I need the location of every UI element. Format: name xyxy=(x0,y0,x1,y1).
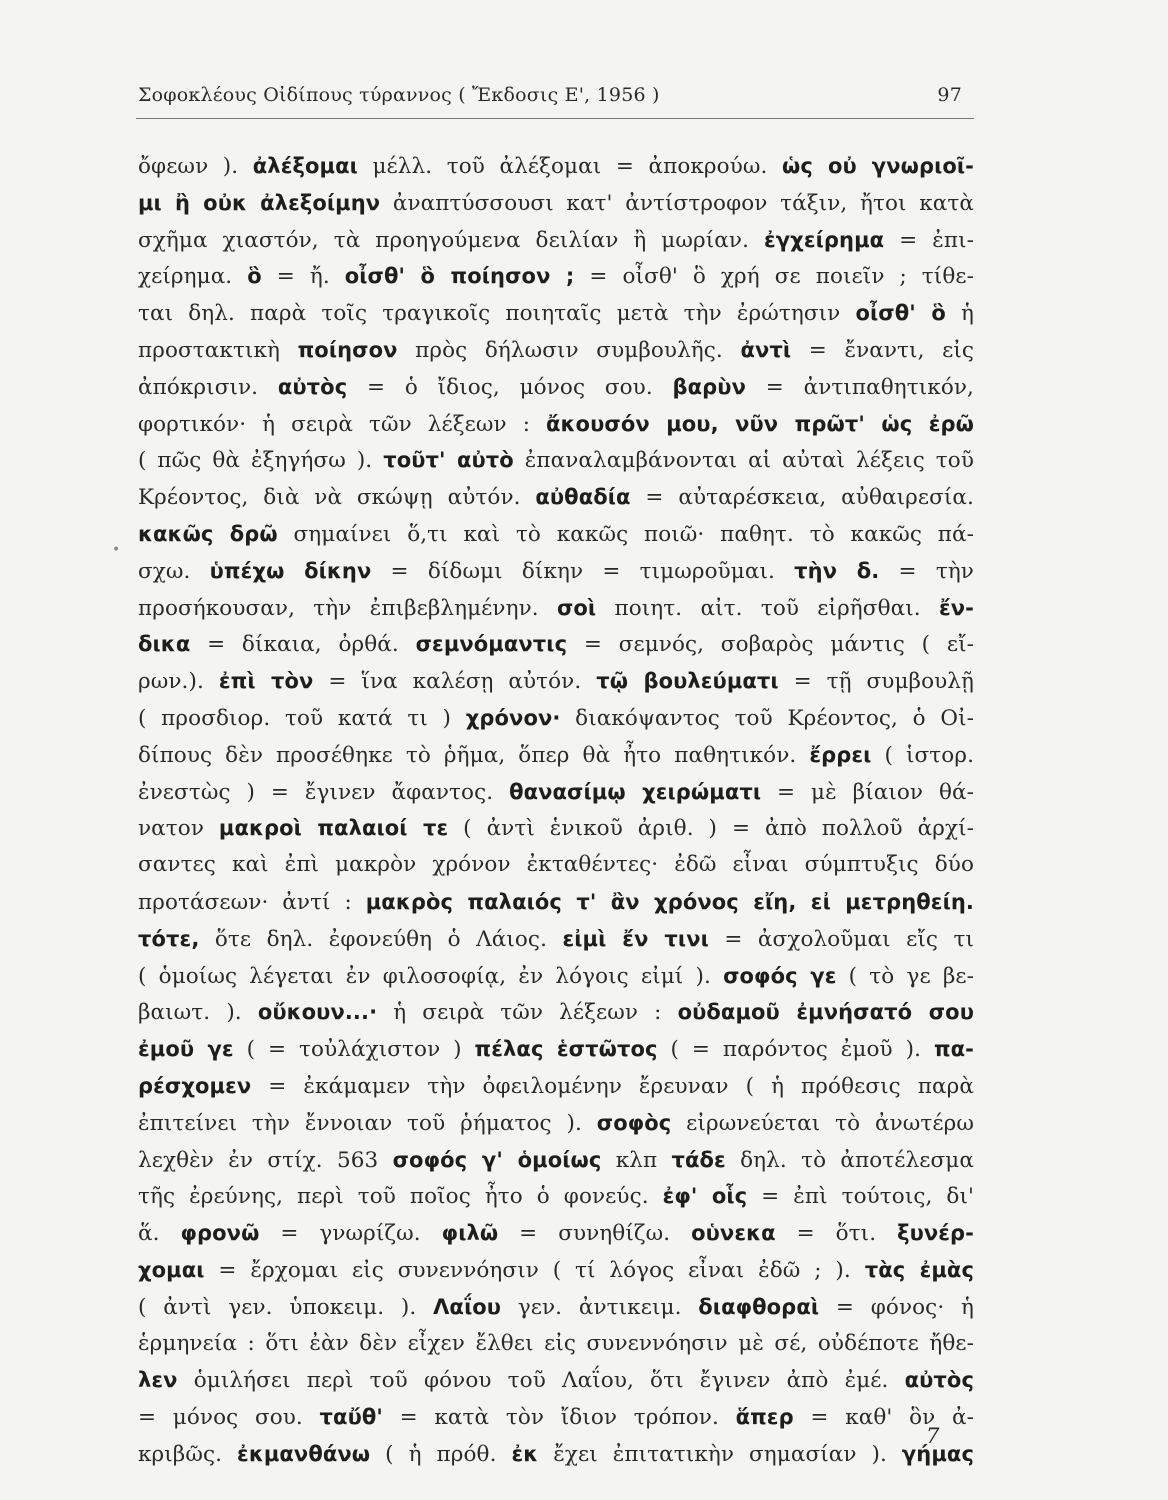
text-line xyxy=(138,1142,974,1179)
gloss-text: = ἔρχομαι εἰς συνεννόησιν ( τί λόγος εἶναι ἐδῶ ; ). xyxy=(204,1257,865,1283)
gloss-text: ( = τοὐλάχιστον ) xyxy=(233,1037,475,1063)
gloss-text: = ἐπι- xyxy=(884,227,974,253)
lemma-term: ἐπὶ τὸν xyxy=(218,669,314,694)
gloss-text: = ἐπὶ τούτοις, δι' xyxy=(747,1184,974,1210)
text-line xyxy=(138,1178,974,1215)
lemma-term: θανασίμῳ χειρώματι xyxy=(509,779,762,804)
lemma-term: Λαΐου xyxy=(433,1294,502,1319)
lemma-term: αὐτὸς xyxy=(277,374,348,399)
lemma-term: ἐγχείρημα xyxy=(763,227,885,252)
gloss-text: Κρέοντος, διὰ νὰ σκώψῃ αὐτόν. xyxy=(138,485,536,511)
lemma-term: ἐκμανθάνω xyxy=(237,1441,371,1466)
lemma-term: μακροὶ παλαιοί τε xyxy=(218,816,449,841)
lemma-term: ἀντὶ xyxy=(740,337,792,362)
lemma-term: ποίησον xyxy=(297,337,398,362)
lemma-term: διαφθοραὶ xyxy=(698,1294,820,1319)
lemma-term: ἔν- xyxy=(938,595,974,620)
gloss-text: κριβῶς. xyxy=(138,1441,238,1467)
gloss-text: ( ἡ πρόθ. xyxy=(370,1441,512,1467)
lemma-term: πέλας ἑστῶτος xyxy=(474,1037,658,1062)
text-line xyxy=(138,222,974,259)
margin-mark: • xyxy=(112,542,121,558)
gloss-text: ( ὁμοίως λέγεται ἐν φιλοσοφίᾳ, ἐν λόγοις εἰμί ). xyxy=(138,963,724,989)
lemma-term: ξυνέρ- xyxy=(897,1221,974,1246)
gloss-text: = ὅτι. xyxy=(775,1221,898,1247)
text-line xyxy=(138,553,974,590)
gloss-text: διακόψαντος τοῦ Κρέοντος, ὁ Οἰ- xyxy=(560,705,974,731)
text-line xyxy=(138,994,974,1031)
gloss-text: ἐνεστὼς ) = ἔγινεν ἄφαντος. xyxy=(138,779,510,805)
gloss-text: γεν. ἀντικειμ. xyxy=(501,1294,699,1320)
lemma-term: σοφὸς xyxy=(596,1110,672,1135)
lemma-term: ἐκ xyxy=(511,1441,539,1466)
lemma-term: ὡς οὐ γνωριοῖ- xyxy=(782,154,974,178)
gloss-text: ρων.). xyxy=(138,669,219,695)
lemma-term: εἰμὶ ἔν τινι xyxy=(562,926,709,951)
text-line xyxy=(138,921,974,958)
gloss-text: = οἶσθ' ὃ χρή σε ποιεῖν ; τίθε- xyxy=(574,264,974,290)
lemma-term: ἐφ' οἷς xyxy=(662,1184,748,1209)
gloss-text: = τὴν xyxy=(879,558,974,584)
gloss-text: προσήκουσαν, τὴν ἐπιβεβλημένην. xyxy=(138,595,557,621)
gloss-text: = συνηθίζω. xyxy=(498,1221,692,1247)
lemma-term: φρονῶ xyxy=(180,1221,260,1246)
lemma-term: σοὶ xyxy=(556,595,597,620)
gloss-text: ( ἀντὶ ἑνικοῦ ἀριθ. ) = ἀπὸ πολλοῦ ἀρχί- xyxy=(448,816,975,842)
lemma-term: σεμνόμαντις xyxy=(415,632,568,657)
lemma-term: αὐθαδία xyxy=(535,485,631,510)
gloss-text: πρὸς δήλωσιν συμβουλῆς. xyxy=(397,337,741,363)
lemma-term: ἀλέξομαι xyxy=(252,154,358,178)
gloss-text: ται δηλ. παρὰ τοῖς τραγικοῖς ποιηταῖς μετὰ τὴν ἐρώτησιν xyxy=(138,301,856,327)
gloss-text: ἀπόκρισιν. xyxy=(138,374,278,400)
text-line xyxy=(138,479,974,516)
gloss-text: = ἔναντι, εἰς xyxy=(791,337,974,363)
lemma-term: αὐτὸς xyxy=(904,1368,974,1393)
gloss-text: ἔχει ἐπιτατικὴν σημασίαν ). xyxy=(538,1441,902,1467)
header-title: Σοφοκλέους Οἰδίπους τύραννος ( Ἔκδοσις Ε', 1956 ) xyxy=(138,84,660,106)
text-line xyxy=(138,406,974,443)
lemma-term: τῷ βουλεύματι xyxy=(596,669,779,694)
lemma-term: πα- xyxy=(933,1037,974,1062)
lemma-term: ὃ xyxy=(247,264,262,289)
text-line xyxy=(138,1326,974,1363)
lemma-term: ρέσχομεν xyxy=(138,1073,252,1098)
text-line xyxy=(138,185,974,222)
gloss-text: = ἀσχολοῦμαι εἴς τι xyxy=(708,926,974,952)
gloss-text: τῆς ἐρεύνης, περὶ τοῦ ποῖος ἦτο ὁ φονεύς. xyxy=(138,1184,663,1210)
gloss-text: χείρημα. xyxy=(138,264,248,290)
lemma-term: τάδε xyxy=(671,1147,726,1172)
gloss-text: φορτικόν· ἡ σειρὰ τῶν λέξεων : xyxy=(138,411,547,437)
gloss-text: λεχθὲν ἐν στίχ. 563 xyxy=(138,1147,393,1173)
lemma-term: οὑνεκα xyxy=(691,1221,776,1246)
text-line xyxy=(138,810,974,847)
gloss-text: ( τὸ γε βε- xyxy=(836,963,974,989)
gloss-text: = δίκαια, ὀρθά. xyxy=(190,632,416,658)
commentary-text xyxy=(138,148,974,1473)
text-line xyxy=(138,258,974,295)
gloss-text: ( ἱστορ. xyxy=(871,742,975,768)
gloss-text: ποιητ. αἰτ. τοῦ εἰρῆσθαι. xyxy=(596,595,939,621)
gloss-text: ἡ σειρὰ τῶν λέξεων : xyxy=(377,1000,678,1026)
lemma-term: οὔκουν...· xyxy=(257,1000,378,1025)
text-line xyxy=(138,148,974,185)
gloss-text: σαντες καὶ ἐπὶ μακρὸν χρόνον ἐκταθέντες· ἐδῶ εἶναι σύμπτυξις δύο xyxy=(138,852,974,878)
text-line xyxy=(138,884,974,921)
text-line xyxy=(138,1399,974,1436)
running-header xyxy=(138,84,968,114)
lemma-term: κακῶς δρῶ xyxy=(138,521,278,546)
gloss-text: σχω. xyxy=(138,558,210,584)
text-line xyxy=(138,1362,974,1399)
gloss-text: ὁμιλήσει περὶ τοῦ φόνου τοῦ Λαΐου, ὅτι ἔγινεν ἀπὸ ἐμέ. xyxy=(177,1368,905,1394)
gloss-text: = ἵνα καλέσῃ αὐτόν. xyxy=(313,669,597,695)
text-line xyxy=(138,1289,974,1326)
lemma-term: λεν xyxy=(138,1368,178,1393)
text-line xyxy=(138,958,974,995)
gloss-text: σχῆμα χιαστόν, τὰ προηγούμενα δειλίαν ἢ μωρίαν. xyxy=(138,227,764,253)
gloss-text: = φόνος· ἡ xyxy=(819,1294,974,1320)
gloss-text: = γνωρίζω. xyxy=(259,1221,442,1247)
lemma-term: οἶσθ' ὃ xyxy=(855,301,946,326)
gloss-text: ( πῶς θὰ ἐξηγήσω ). xyxy=(138,448,384,474)
gloss-text: ἡ xyxy=(945,301,975,327)
text-line xyxy=(138,1105,974,1142)
gloss-text: δίπους δὲν προσέθηκε τὸ ῥῆμα, ὅπερ θὰ ἦτο παθητικόν. xyxy=(138,742,810,768)
text-line xyxy=(138,590,974,627)
lemma-term: τὰς ἐμὰς xyxy=(864,1257,974,1282)
lemma-term: τότε, xyxy=(138,926,200,951)
gloss-text: προστακτικὴ xyxy=(138,337,298,363)
lemma-term: τὴν δ. xyxy=(794,558,880,583)
gloss-text: προτάσεων· ἀντί : xyxy=(138,889,366,915)
gloss-text: = αὐταρέσκεια, αὐθαιρεσία. xyxy=(630,485,974,511)
lemma-term: τοῦτ' αὐτὸ xyxy=(383,448,514,473)
page-number: 97 xyxy=(937,84,962,106)
header-rule xyxy=(136,118,974,119)
gloss-text: = ἤ. xyxy=(261,264,345,290)
text-line xyxy=(138,847,974,884)
text-line xyxy=(138,774,974,811)
lemma-term: δικα xyxy=(138,632,191,657)
lemma-term: μι ἢ οὐκ ἀλεξοίμην xyxy=(138,190,381,215)
text-line xyxy=(138,1252,974,1289)
lemma-term: γήμας xyxy=(901,1441,974,1466)
lemma-term: σοφός γε xyxy=(723,963,837,988)
lemma-term: μακρὸς παλαιός τ' ἂν χρόνος εἴη, εἰ μετρηθείη. xyxy=(365,889,974,914)
lemma-term: χρόνον· xyxy=(465,705,561,730)
gloss-text: = καθ' ὃν ἀ- xyxy=(793,1405,974,1431)
gloss-text: κλπ xyxy=(601,1147,672,1173)
lemma-term: σοφός γ' ὁμοίως xyxy=(392,1147,602,1172)
gloss-text: = δίδωμι δίκην = τιμωροῦμαι. xyxy=(371,558,795,584)
gloss-text: σημαίνει ὅ,τι καὶ τὸ κακῶς ποιῶ· παθητ. τὸ κακῶς πά- xyxy=(277,521,974,547)
text-line xyxy=(138,295,974,332)
gloss-text: εἰρωνεύεται τὸ ἀνωτέρω xyxy=(671,1110,974,1136)
lemma-term: ὑπέχω δίκην xyxy=(209,558,372,583)
text-line xyxy=(138,442,974,479)
gloss-text: ἐπιτείνει τὴν ἔννοιαν τοῦ ῥήματος ). xyxy=(138,1110,597,1136)
lemma-term: ἔρρει xyxy=(809,742,872,767)
gloss-text: ἅ. xyxy=(138,1221,181,1247)
gloss-text: ( = παρόντος ἐμοῦ ). xyxy=(657,1037,934,1063)
lemma-term: ἄκουσόν μου, νῦν πρῶτ' ὡς ἐρῶ xyxy=(546,411,974,436)
gloss-text: ὄφεων ). xyxy=(138,154,253,179)
gloss-text: = ἀντιπαθητικόν, xyxy=(745,374,974,400)
gloss-text: = τῇ συμβουλῇ xyxy=(778,669,974,695)
lemma-term: φιλῶ xyxy=(441,1221,499,1246)
text-line xyxy=(138,700,974,737)
signature-mark: 7 xyxy=(926,1424,940,1448)
text-line xyxy=(138,1436,974,1473)
gloss-text: ( ἀντὶ γεν. ὑποκειμ. ). xyxy=(138,1294,434,1320)
text-line xyxy=(138,737,974,774)
gloss-text: ( προσδιορ. τοῦ κατά τι ) xyxy=(138,705,466,731)
text-line xyxy=(138,1031,974,1068)
text-line xyxy=(138,369,974,406)
lemma-term: ταὔθ' xyxy=(319,1405,383,1430)
gloss-text: μέλλ. τοῦ ἀλέξομαι = ἀποκρούω. xyxy=(357,154,783,179)
gloss-text: ἐπαναλαμβάνονται αἱ αὐταὶ λέξεις τοῦ xyxy=(513,448,975,474)
gloss-text: = ἐκάμαμεν τὴν ὀφειλομένην ἔρευναν ( ἡ πρόθεσις παρὰ xyxy=(251,1073,974,1099)
gloss-text: = κατὰ τὸν ἴδιον τρόπον. xyxy=(382,1405,736,1431)
text-line xyxy=(138,332,974,369)
gloss-text: = μὲ βίαιον θά- xyxy=(761,779,975,805)
text-line xyxy=(138,626,974,663)
gloss-text: ὅτε δηλ. ἐφονεύθη ὁ Λάιος. xyxy=(199,926,563,952)
gloss-text: νατον xyxy=(138,816,219,842)
text-line xyxy=(138,516,974,553)
gloss-text: δηλ. τὸ ἀποτέλεσμα xyxy=(725,1147,974,1173)
lemma-term: οὐδαμοῦ ἐμνήσατό σου xyxy=(677,1000,974,1025)
lemma-term: χομαι xyxy=(138,1257,205,1282)
text-line xyxy=(138,1068,974,1105)
gloss-text: = ὁ ἴδιος, μόνος σου. xyxy=(347,374,673,400)
lemma-term: βαρὺν xyxy=(672,374,746,399)
gloss-text: βαιωτ. ). xyxy=(138,1000,258,1026)
lemma-term: ἐμοῦ γε xyxy=(138,1037,234,1062)
gloss-text: ἀναπτύσσουσι κατ' ἀντίστροφον τάξιν, ἤτοι κατὰ xyxy=(380,190,974,216)
gloss-text: = μόνος σου. xyxy=(138,1405,320,1431)
gloss-text: ἑρμηνεία : ὅτι ἐὰν δὲν εἶχεν ἔλθει εἰς συνεννόησιν μὲ σέ, οὐδέποτε ἤθε- xyxy=(138,1330,974,1356)
lemma-term: οἶσθ' ὃ ποίησον ; xyxy=(344,264,575,289)
lemma-term: ἅπερ xyxy=(735,1405,794,1430)
gloss-text: = σεμνός, σοβαρὸς μάντις ( εἴ- xyxy=(567,632,975,658)
text-line xyxy=(138,663,974,700)
text-line xyxy=(138,1215,974,1252)
